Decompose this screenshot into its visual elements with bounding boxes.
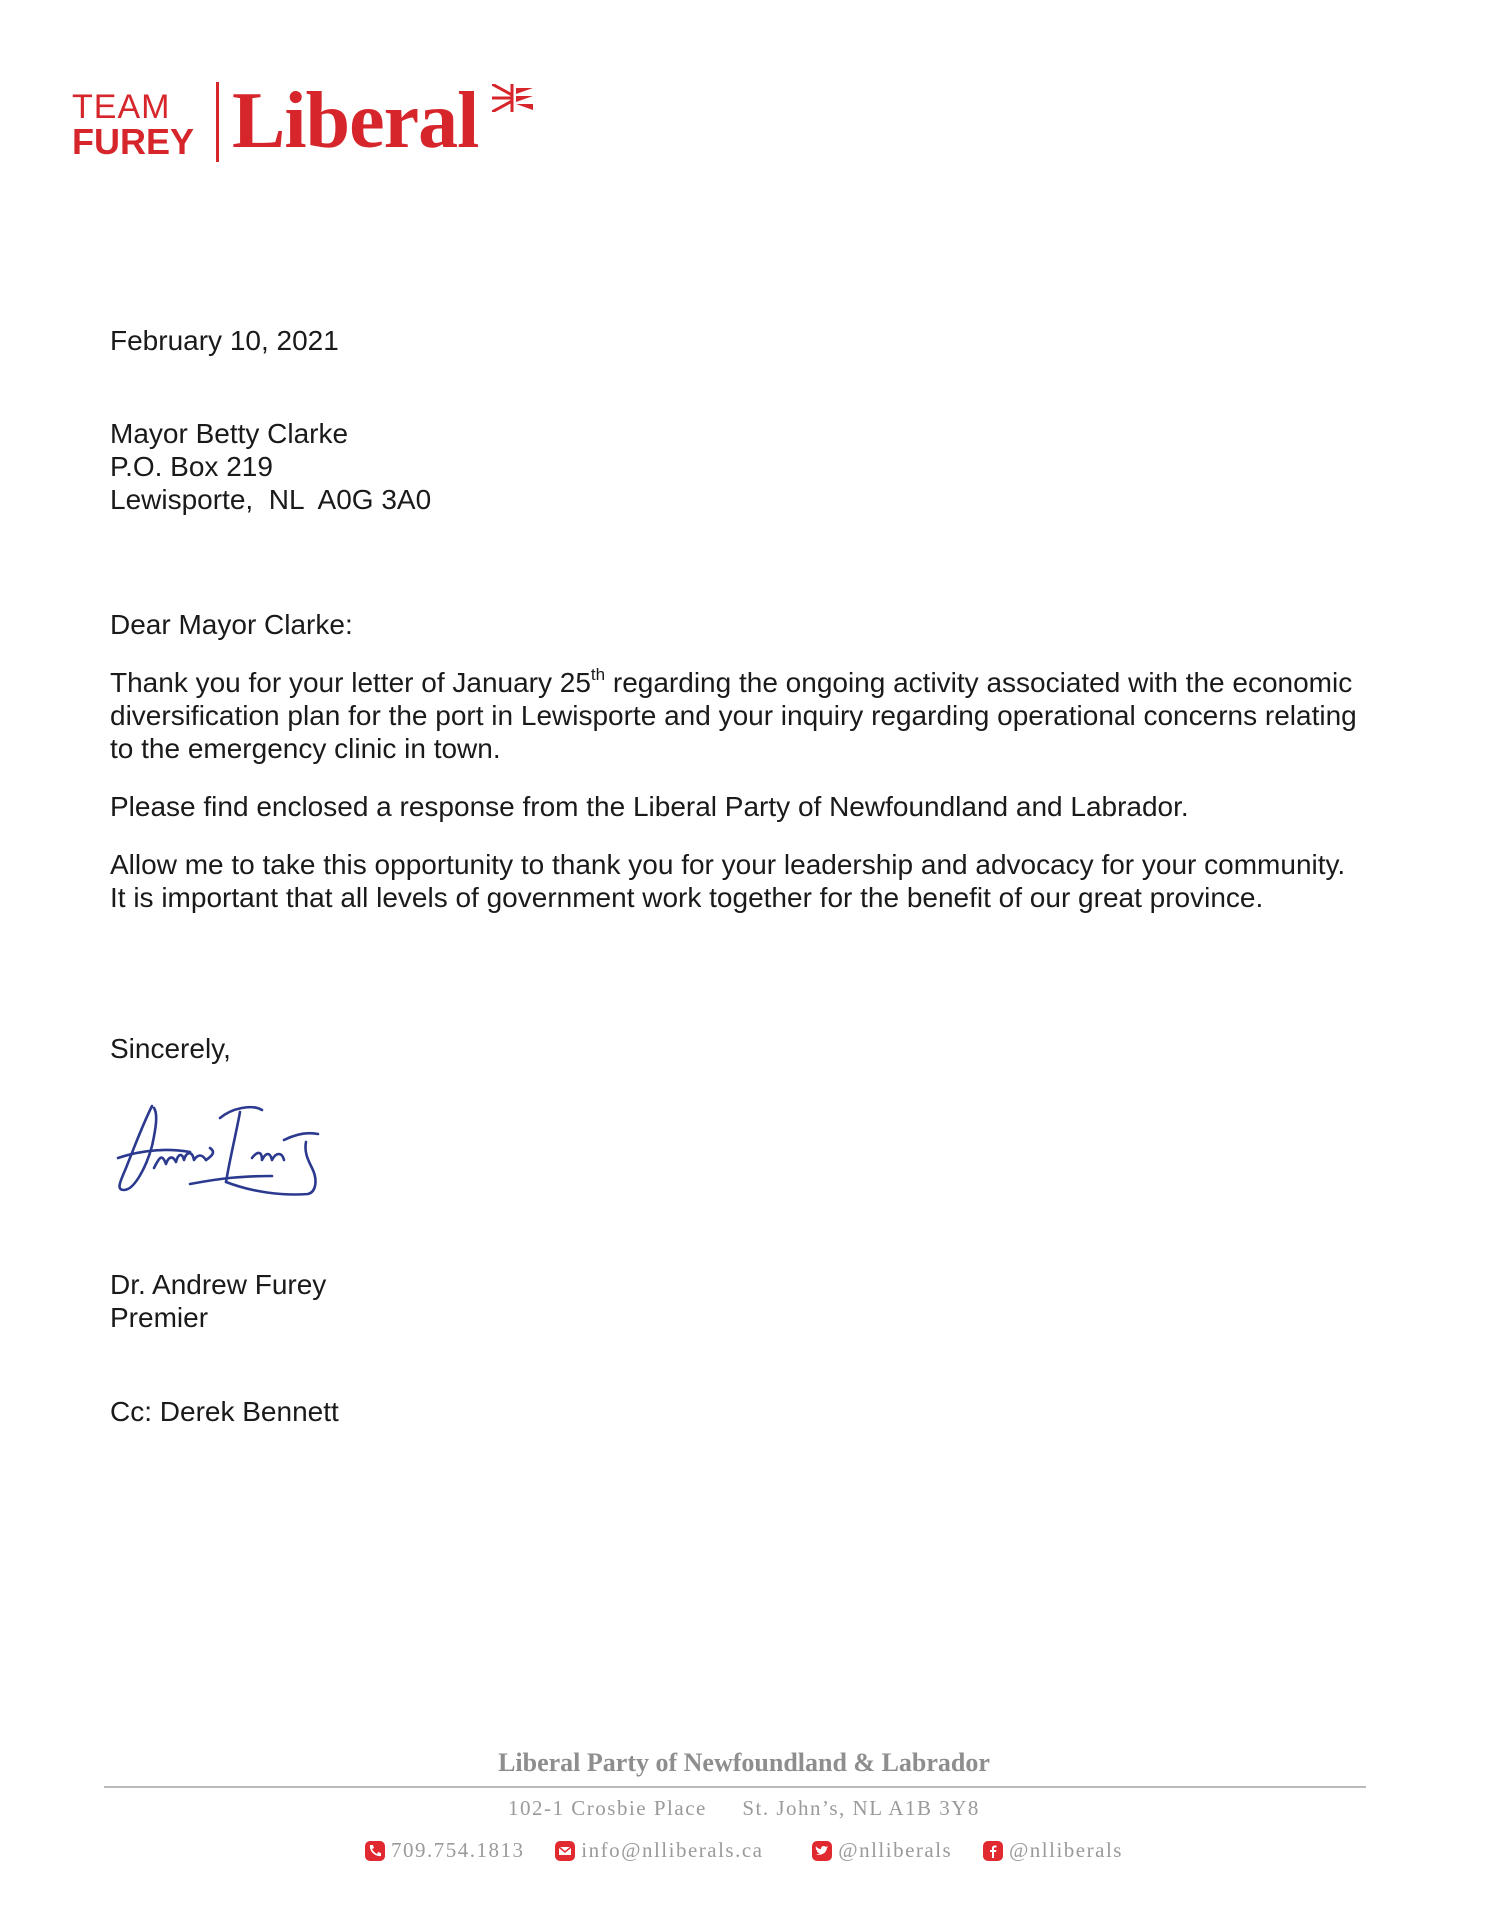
recipient-city-line: Lewisporte, NL A0G 3A0 [110,484,432,515]
footer-city: St. John’s, NL A1B 3Y8 [742,1796,980,1820]
recipient-po-box: P.O. Box 219 [110,451,273,482]
sender-block [110,1268,326,1334]
email-icon [555,1841,575,1861]
footer-facebook[interactable] [983,1838,1123,1863]
footer-contacts [0,1838,1488,1867]
nl-flag-icon [492,84,534,112]
phone-text: 709.754.1813 [391,1838,525,1862]
paragraph-1 [110,666,1360,765]
salutation: Dear Mayor Clarke: [110,609,353,640]
paragraph-1-start: Thank you for your letter of January 25 [110,667,591,698]
cc-line: Cc: Derek Bennett [110,1396,339,1427]
paragraph-2: Please find enclosed a response from the Liberal Party of Newfoundland and Labrador. [110,791,1189,822]
logo-divider [216,82,219,162]
sender-name: Dr. Andrew Furey [110,1269,327,1300]
logo-team-text: TEAM [72,88,171,126]
footer-address [0,1796,1488,1821]
paragraph-1-end: regarding the ongoing activity associated with the economic diversification plan for the port in Lewisporte and your inquiry regarding operational concerns relating to the emergency clinic in town. [110,667,1357,764]
footer-phone [365,1838,525,1863]
phone-icon [365,1841,385,1861]
footer-organization: Liberal Party of Newfoundland & Labrador [498,1748,990,1777]
twitter-icon [812,1841,832,1861]
recipient-address [110,417,431,516]
closing: Sincerely, [110,1033,231,1064]
footer-email[interactable] [555,1838,763,1863]
footer-street: 102-1 Crosbie Place [508,1796,707,1820]
email-text: info@nlliberals.ca [581,1838,764,1862]
logo-liberal-text: Liberal [232,77,479,165]
paragraph-1-superscript: th [590,665,606,684]
facebook-icon [983,1841,1003,1861]
recipient-name: Mayor Betty Clarke [110,418,349,449]
paragraph-3: Allow me to take this opportunity to thank you for your leadership and advocacy for your community. It is important that all levels of government work together for the benefit of our great province. [110,849,1346,913]
letter-date: February 10, 2021 [110,325,339,356]
twitter-text: @nlliberals [838,1838,953,1862]
footer-twitter[interactable] [812,1838,952,1863]
footer-divider [104,1786,1366,1788]
facebook-text: @nlliberals [1008,1838,1123,1862]
logo-furey-text: FUREY [72,121,195,162]
sender-title: Premier [110,1302,209,1333]
handwritten-signature [112,1098,342,1208]
